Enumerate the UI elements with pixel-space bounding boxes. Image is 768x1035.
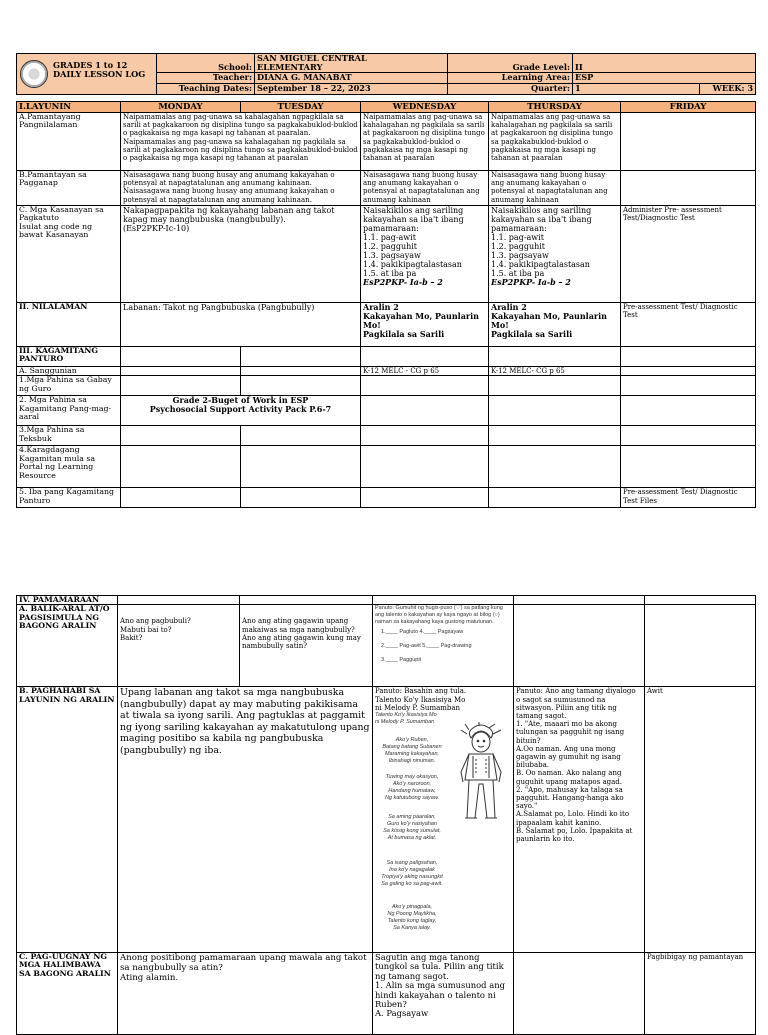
nilalaman-mon-tue: Labanan: Takot ng Pangbubuska (Pangbubully) — [121, 303, 361, 347]
nilalaman-thu: Aralin 2 Kakayahan Mo, Paunlarin Mo! Pagkilala sa Sarili — [489, 303, 621, 347]
school-label: School: — [157, 54, 255, 73]
paghahabi-wed — [373, 687, 514, 953]
iba-pang-kagamitan-fri: Pre-assessment Test/ Diagnostic Test Files — [621, 488, 756, 508]
quarter-value: 1 — [573, 84, 700, 95]
row-label-kagamitang-panturo: III. KAGAMITANG PANTURO — [17, 347, 121, 367]
grade-level-value: II — [573, 54, 756, 73]
dll-title-cell — [17, 54, 157, 95]
row-label-paghahabi: B. PAGHAHABI SA LAYUNIN NG ARALIN — [17, 687, 118, 953]
quarter-label: Quarter: — [448, 84, 573, 95]
kagamitan-mon-tue: Grade 2-Buget of Work in ESP Psychosocial Support Activity Pack P.6-7 — [121, 396, 361, 426]
grade-level-label: Grade Level: — [448, 54, 573, 73]
poem-stanza-3: Sa aming paaralan, Guro ko'y nasiyahan Sa kissig kong sumulat, At bumasa ng aklat. — [383, 814, 441, 842]
kasanayan-thu: Naisakikilos ang sariling kakayahan sa iba't ibang pamamaraan: 1.1. pag-awit 1.2. pagguhit 1.3. pagsayaw 1.4. pakikipagtalastasan 1.5. at iba pa EsP2PKP- Ia-b – 2 — [489, 206, 621, 303]
learning-area-label: Learning Area: — [448, 73, 573, 84]
dll-title-line1: GRADES 1 to 12 — [53, 60, 128, 70]
teacher-value: DIANA G. MANABAT — [255, 73, 448, 84]
kasanayan-fri: Administer Pre- assessment Test/Diagnostic Test — [621, 206, 756, 303]
poem-author: ni Melody P. Sumamban — [375, 719, 435, 726]
row-label-pamantayang-pangnilalaman: A.Pamantayang Pangnilalaman — [17, 113, 121, 171]
day-monday: MONDAY — [121, 102, 241, 113]
pangnilalaman-wed: Naipamamalas ang pag-unawa sa kahalagahan ng pagkilala sa sarili at pagkakaroon ng disiplina tungo sa pagkakabuklod-buklod o pagkakaisa ng mga kasapi ng tahanan at paaralan — [361, 113, 489, 171]
row-label-gabay-ng-guro: 1.Mga Pahina sa Gabay ng Guro — [17, 376, 121, 396]
balik-aral-wed-worksheet — [373, 605, 514, 687]
row-label-iba-pang-kagamitan: 5. Iba pang Kagamitang Panturo — [17, 488, 121, 508]
pagganap-mon-tue: Naisasagawa nang buong husay ang anumang kakayahan o potensyal at napagtatalunan ang anumang kahinaan. Naisasagawa nang buong husay ang anumang kakayahan o potensyal at napagtatalunan ang anumang kahinaan. — [121, 171, 361, 206]
balik-aral-mon: Ano ang pagbubuli? Mabuti bai to? Bakit? — [118, 605, 240, 687]
row-label-nilalaman: II. NILALAMAN — [17, 303, 121, 347]
row-label-pamantayan-sa-pagganap: B.Pamantayan sa Pagganap — [17, 171, 121, 206]
row-label-kagamitang-pang-mag-aaral: 2. Mga Pahina sa Kagamitang Pang-mag-aaral — [17, 396, 121, 426]
teacher-label: Teacher: — [157, 73, 255, 84]
sanggunian-wed: K-12 MELC - CG p 65 — [361, 367, 489, 376]
paghahabi-fri: Awit — [645, 687, 756, 953]
row-label-teksbuk: 3.Mga Pahina sa Teksbuk — [17, 426, 121, 446]
worksheet-instructions: Panuto: Gumuhit ng hugis-puso (♡) sa patlang kung ang talento o kakayahan ay kaya ngayo at bilog (○) naman sa kakayahang kaya gustong matutunan. — [375, 605, 503, 626]
day-wednesday: WEDNESDAY — [361, 102, 489, 113]
worksheet-items: 1.____ Pagluto 4.____ Pagsayaw 2.____ Pag-awit 5.____ Pag-drawing 3.____ Paggupit — [381, 629, 472, 664]
week-value: WEEK: 3 — [700, 84, 756, 95]
day-thursday: THURSDAY — [489, 102, 621, 113]
nilalaman-wed: Aralin 2 Kakayahan Mo, Paunlarin Mo! Pagkilala sa Sarili — [361, 303, 489, 347]
dll-header-table — [16, 53, 756, 95]
day-tuesday: TUESDAY — [241, 102, 361, 113]
learning-area-value: ESP — [573, 73, 756, 84]
teaching-dates-value: September 18 – 22, 2023 — [255, 84, 448, 95]
row-label-balik-aral: A. BALIK-ARAL AT/O PAGSISIMULA NG BAGONG ARALIN — [17, 605, 118, 687]
poem-stanza-1: Ako'y Ruben, Batang batang Subanen Maraming kakayahan, Ibinahagi ninuman. — [382, 737, 442, 765]
kasanayan-wed: Naisakikilos ang sariling kakayahan sa iba't ibang pamamaraan: 1.1. pag-awit 1.2. pagguhit 1.3. pagsayaw 1.4. pakikipagtalastasan 1.5. at iba pa EsP2PKP- Ia-b – 2 — [361, 206, 489, 303]
pag-uugnay-fri: Pagbibigay ng pamantayan — [645, 953, 756, 1035]
sanggunian-thu: K-12 MELC- CG p 65 — [489, 367, 621, 376]
teaching-dates-label: Teaching Dates: — [157, 84, 255, 95]
pag-uugnay-mon-tue: Anong positibong pamamaraan upang mawala ang takot sa nangbubully sa atin? Ating alamin. — [118, 953, 373, 1035]
subanen-boy-illustration — [451, 722, 511, 832]
pagganap-wed: Naisasagawa nang buong husay ang anumang kakayahan o potensyal at napagtatalunan ang anumang kahinaan — [361, 171, 489, 206]
row-label-kasanayan-sa-pagkatuto: C. Mga Kasanayan sa Pagkatuto Isulat ang code ng bawat Kasanayan — [17, 206, 121, 303]
day-friday: FRIDAY — [621, 102, 756, 113]
pangnilalaman-thu: Naipamamalas ang pag-unawa sa kahalagahan ng pagkilala sa sarili at pagkakaroon ng disiplina tungo sa pagkakabuklod-buklod o pagkakaisa ng mga kasapi ng tahanan at paaralan — [489, 113, 621, 171]
layunin-heading: I.LAYUNIN — [17, 102, 121, 113]
row-label-sanggunian: A. Sanggunian — [17, 367, 121, 376]
poem-stanza-2: Tuwing may okasyon, Ako'y naroroon, Handang humataw, Ng katutubong sayaw. — [384, 774, 440, 802]
pagganap-thu: Naisasagawa nang buong husay ang anumang kakayahan o potensyal at napagtatalunan ang anumang kahinaan — [489, 171, 621, 206]
pangnilalaman-mon-tue: Naipamamalas ang pag-unawa sa kahalagahan ngpagkilala sa sarili at pagkakaroon ng disiplina tungo sa pagkakabuklod-buklod o pagkakaisa ng mga kasapi ng tahanan at paaralan. Naipamamalas ang pag-unawa sa kahalagahan ng pagkilala sa sarili at pagkakaroon ng disiplina tungo sa pagkakabuklod-buklod o pagkakaisa ng mga kasapi ng tahanan at paaralan — [121, 113, 361, 171]
pag-uugnay-wed: Sagutin ang mga tanong tungkol sa tula. Piliin ang titik ng tamang sagot. 1. Alin sa mga sumusunod ang hindi kakayahan o talento ni Ruben? A. Pagsayaw — [373, 953, 514, 1035]
row-label-karagdagang-kagamitan: 4.Karagdagang Kagamitan mula sa Portal ng Learning Resource — [17, 446, 121, 488]
paghahabi-thu: Panuto: Ano ang tamang diyalogo o sagot sa sumusunod na sitwasyon. Piliin ang titik ng tamang sagot. 1. "Ate, maaari mo ba akong tulungan sa pagguhit ng isang bituin? A.Oo naman. Ang una mong gagawin ay gumuhit ng isang bilubaba. B. Oo naman. Ako nalang ang guguhit upang matapos agad. 2. "Apo, mahusay ka talaga sa pagguhit. Hangang-hanga ako sayo." A.Salamat po, Lolo. Hindi ko ito ipapaalam kahit kanino. B. Salamat po, Lolo. Ipapakita at paunlarin ko ito. — [514, 687, 645, 953]
deped-seal-icon — [20, 60, 48, 88]
row-label-pamamaraan: IV. PAMAMARAAN — [17, 596, 118, 605]
poem-stanza-4: Sa isang paligsahan, Ina ko'y nagagalak Tropiya'y aking nasungkit Sa galing ko sa pag-awit. — [381, 860, 443, 888]
school-value: SAN MIGUEL CENTRAL ELEMENTARY — [255, 54, 448, 73]
poem-stanza-5: Ako'y pinagpala, Ng Poong Maylikha, Talento kong taglay, Sa Kanya ialay. — [387, 904, 437, 932]
row-label-pag-uugnay: C. PAG-UUGNAY NG MGA HALIMBAWA SA BAGONG ARALIN — [17, 953, 118, 1035]
poem-title: Talento Ko'y Ikasisiya Mo — [375, 712, 437, 719]
poem-intro: Panuto: Basahin ang tula. Talento Ko'y Ikasisiya Mo ni Melody P. Sumamban — [375, 687, 467, 712]
paghahabi-mon-tue: Upang labanan ang takot sa mga nangbubuska (nangbubully) dapat ay may mabuting pakikisama at tiwala sa iyong sarili. Ang pagtuklas at paggamit ng iyong sariling kakayahan ay makatutulong upang maging positibo sa kabila ng pangbubuska (pangbubully) ng iba. — [118, 687, 373, 953]
balik-aral-tue: Ano ang ating gagawin upang makaiwas sa mga nangbubully? Ano ang ating gagawin kung may nambubully satin? — [240, 605, 373, 687]
dll-main-table — [16, 101, 756, 508]
dll-title-line2: DAILY LESSON LOG — [53, 69, 146, 79]
kasanayan-mon-tue: Nakapagpapakita ng kakayahang labanan ang takot kapag may nangbubuska (nangbubully). (EsP2PKP-Ic-10) — [121, 206, 361, 303]
pangnilalaman-fri — [621, 113, 756, 171]
pagganap-fri — [621, 171, 756, 206]
nilalaman-fri: Pre-assessment Test/ Diagnostic Test — [621, 303, 756, 347]
dll-procedure-table — [16, 595, 756, 1035]
